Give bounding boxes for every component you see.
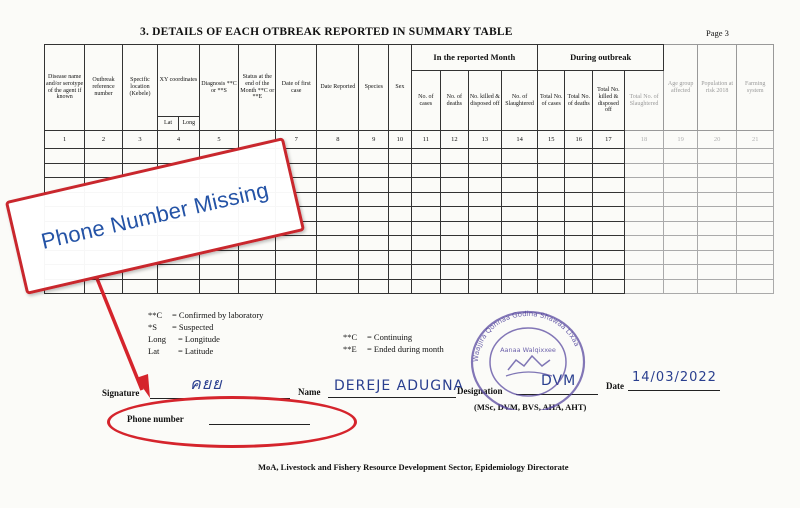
form-title: 3. DETAILS OF EACH OTBREAK REPORTED IN SUMMARY TABLE	[140, 26, 513, 38]
col-xy-coordinates: XY coordinates	[158, 45, 200, 117]
column-number: 20	[697, 131, 737, 149]
column-number: 17	[593, 131, 625, 149]
col-reference: Outbreak reference number	[85, 45, 122, 131]
group-reported-month: In the reported Month	[411, 45, 537, 71]
column-number: 19	[664, 131, 698, 149]
col-location: Specific location (Kebele)	[122, 45, 157, 131]
col-diagnosis: Diagnosis **C or **S	[199, 45, 238, 131]
column-number: 10	[389, 131, 412, 149]
col-outbreak-killed: Total No. killed & disposed off	[593, 71, 625, 131]
column-number: 14	[502, 131, 538, 149]
column-number: 21	[737, 131, 774, 149]
group-during-outbreak: During outbreak	[538, 45, 664, 71]
col-month-cases: No. of cases	[411, 71, 440, 131]
legend-key: *S	[148, 322, 157, 332]
footer-text: MoA, Livestock and Fishery Resource Development Sector, Epidemiology Directorate	[258, 462, 569, 472]
date-label: Date	[606, 381, 624, 391]
col-sex: Sex	[389, 45, 412, 131]
legend-key: Long	[148, 334, 166, 344]
legend-text: = Latitude	[178, 346, 214, 356]
column-number: 12	[441, 131, 469, 149]
column-number: 8	[317, 131, 359, 149]
name-value: DEREJE ADUGNA	[334, 378, 465, 394]
column-number: 7	[276, 131, 317, 149]
column-number: 5	[199, 131, 238, 149]
name-label: Name	[298, 387, 321, 397]
page-number: Page 3	[706, 28, 729, 38]
column-number: 16	[565, 131, 593, 149]
column-number: 4	[158, 131, 200, 149]
col-lat: Lat	[158, 117, 179, 131]
designation-label: Designation	[457, 386, 503, 396]
designation-value: DVM	[541, 373, 577, 389]
col-month-slaughtered: No. of Slaughtered	[502, 71, 538, 131]
col-farming-system: Farming system	[737, 45, 774, 131]
callout-text: Phone Number Missing	[38, 177, 272, 254]
column-number: 9	[359, 131, 389, 149]
legend-key: **C	[148, 310, 163, 320]
phone-number-label: Phone number	[127, 414, 184, 424]
legend-text: = Ended during month	[367, 344, 444, 354]
signature-label: Signature	[102, 388, 140, 398]
col-species: Species	[359, 45, 389, 131]
col-long: Long	[178, 117, 199, 131]
column-number: 2	[85, 131, 122, 149]
legend-key: **C	[343, 332, 358, 342]
legend-text: = Suspected	[172, 322, 214, 332]
qualification-line: (MSc, DVM, BVS, AHA, AHT)	[474, 402, 587, 412]
col-disease: Disease name and/or serotype of the agent if known	[45, 45, 85, 131]
legend-text: = Longitude	[178, 334, 220, 344]
col-outbreak-cases: Total No. of cases	[538, 71, 565, 131]
stamp-ring-text: Waajjira Qonnaa Godina Shawaa Lixaa	[471, 309, 581, 363]
col-first-case: Date of first case	[276, 45, 317, 131]
column-number: 18	[624, 131, 664, 149]
col-age-group: Age group affected	[664, 45, 698, 131]
col-status: Status at the end of the Month **C or **E	[239, 45, 276, 131]
date-value: 14/03/2022	[632, 370, 717, 385]
column-number: 1	[45, 131, 85, 149]
legend-text: = Confirmed by laboratory	[172, 310, 264, 320]
legend-key: Lat	[148, 346, 160, 356]
col-date-reported: Date Reported	[317, 45, 359, 131]
column-number: 15	[538, 131, 565, 149]
column-number: 11	[411, 131, 440, 149]
col-population: Population at risk 2018	[697, 45, 737, 131]
legend-key: **E	[343, 344, 357, 354]
col-outbreak-slaughtered: Total No. of Slaughtered	[624, 71, 664, 131]
legend-text: = Continuing	[367, 332, 413, 342]
column-number: 3	[122, 131, 157, 149]
col-month-killed: No. killed & disposed off	[468, 71, 502, 131]
signature-handwriting: คยย	[190, 374, 223, 393]
stamp-inner-text: Aanaa Walqixxee	[500, 346, 556, 354]
column-number: 13	[468, 131, 502, 149]
col-month-deaths: No. of deaths	[441, 71, 469, 131]
col-outbreak-deaths: Total No. of deaths	[565, 71, 593, 131]
